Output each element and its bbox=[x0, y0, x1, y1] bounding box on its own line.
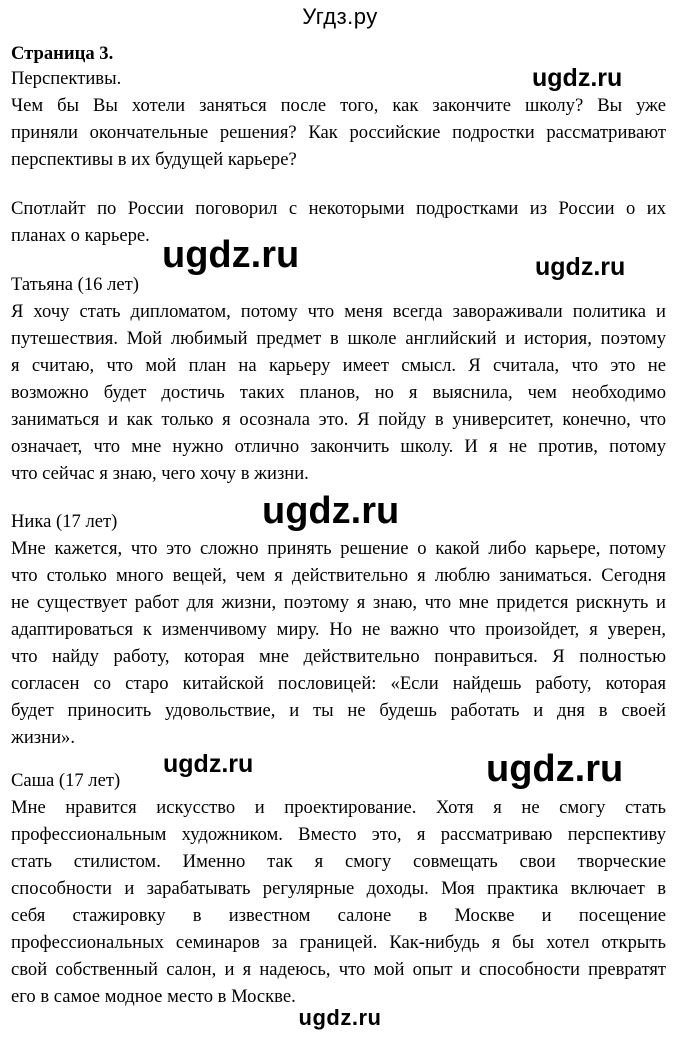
paragraph-line: будет приносить удовольствие, и ты не будешь работать и дня в своей bbox=[11, 700, 666, 721]
paragraph-line: его в самое модное место в Москве. bbox=[11, 986, 296, 1007]
speaker-name: Саша (17 лет) bbox=[11, 770, 121, 791]
paragraph-line: жизни». bbox=[11, 727, 75, 748]
intro-line: Чем бы Вы хотели заняться после того, как закончите школу? Вы уже bbox=[11, 95, 666, 116]
paragraph-line: свой собственный салон, и я надеюсь, что мой опыт и способности превратят bbox=[11, 959, 666, 980]
spotlight-line: планах о карьере. bbox=[11, 225, 150, 246]
speaker-name: Татьяна (16 лет) bbox=[11, 274, 139, 295]
site-header: Угдз.ру bbox=[302, 4, 378, 29]
paragraph-line: заниматься и как только я осознала это. Я пойду в университет, конечно, что bbox=[11, 409, 666, 430]
page-title: Страница 3. bbox=[11, 43, 114, 64]
intro-line: приняли окончательные решения? Как российские подростки рассматривают bbox=[11, 122, 666, 143]
paragraph-line: Я хочу стать дипломатом, потому что меня всегда завораживали политика и bbox=[11, 301, 666, 322]
speaker-name: Ника (17 лет) bbox=[11, 511, 118, 532]
watermark: ugdz.ru bbox=[486, 748, 624, 790]
watermark: ugdz.ru bbox=[262, 490, 400, 532]
intro-heading: Перспективы. bbox=[11, 68, 122, 89]
paragraph-line: путешествия. Мой любимый предмет в школе английский и история, поэтому bbox=[11, 328, 666, 349]
paragraph-line: означает, что мне нужно отлично закончить школу. И я не против, потому bbox=[11, 436, 666, 457]
paragraph-line: не существует работ для жизни, поэтому я знаю, что мне придется рискнуть и bbox=[11, 592, 666, 613]
paragraph-line: профессиональных семинаров за границей. Как-нибудь я бы хотел открыть bbox=[11, 932, 666, 953]
spotlight-line: Спотлайт по России поговорил с некоторыми подростками из России о их bbox=[11, 198, 666, 219]
watermark: ugdz.ru bbox=[162, 234, 300, 276]
paragraph-line: себя стажировку в известном салоне в Москве и посещение bbox=[11, 905, 666, 926]
paragraph-line: что найду работу, которая мне действительно понравиться. Я полностью bbox=[11, 646, 666, 667]
paragraph-line: я считаю, что мой план на карьеру имеет смысл. Я считала, что это не bbox=[11, 355, 666, 376]
site-footer: ugdz.ru bbox=[298, 1005, 382, 1030]
paragraph-line: возможно будет достичь таких планов, но я выяснила, чем необходимо bbox=[11, 382, 666, 403]
paragraph-line: Мне нравится искусство и проектирование. Хотя я не смогу стать bbox=[11, 797, 666, 818]
paragraph-line: профессиональным художником. Вместо это, я рассматриваю перспективу bbox=[11, 824, 666, 845]
intro-line: перспективы в их будущей карьере? bbox=[11, 149, 297, 170]
paragraph-line: стать стилистом. Именно так я смогу совмещать свои творческие bbox=[11, 851, 666, 872]
watermark: ugdz.ru bbox=[532, 64, 623, 92]
paragraph-line: способности и зарабатывать регулярные доходы. Моя практика включает в bbox=[11, 878, 666, 899]
paragraph-line: адаптироваться к изменчивому миру. Но не важно что произойдет, я уверен, bbox=[11, 619, 666, 640]
paragraph-line: согласен со старо китайской пословицей: «Если найдешь работу, которая bbox=[11, 673, 666, 694]
paragraph-line: Мне кажется, что это сложно принять решение о какой либо карьере, потому bbox=[11, 538, 666, 559]
watermark: ugdz.ru bbox=[163, 750, 254, 778]
paragraph-line: что столько много вещей, чем я действительно я люблю заниматься. Сегодня bbox=[11, 565, 666, 586]
watermark: ugdz.ru bbox=[535, 253, 626, 281]
paragraph-line: что сейчас я знаю, чего хочу в жизни. bbox=[11, 463, 309, 484]
